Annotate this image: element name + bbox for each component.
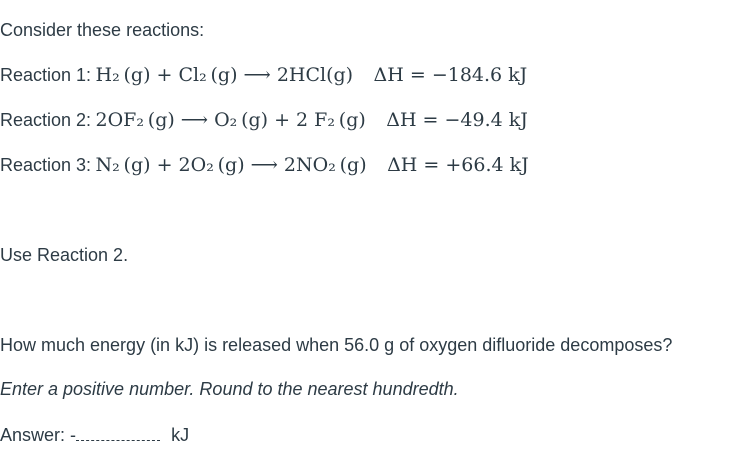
- reaction-2: [0, 109, 528, 131]
- reaction-2-equation: 2OF₂ (g) ⟶ O₂ (g) + 2 F₂ (g): [95, 109, 366, 131]
- reaction-1-enthalpy: ΔH = −184.6 kJ: [373, 64, 528, 86]
- reaction-3-equation: N₂ (g) + 2O₂ (g) ⟶ 2NO₂ (g): [95, 154, 367, 176]
- reaction-3-label: Reaction 3:: [0, 155, 92, 175]
- use-reaction-text: Use Reaction 2.: [0, 245, 129, 265]
- instruction-text: Enter a positive number. Round to the nearest hundredth.: [0, 379, 459, 399]
- question-text: How much energy (in kJ) is released when 56.0 g of oxygen difluoride decomposes?: [0, 335, 673, 355]
- answer-label: Answer:: [0, 425, 66, 445]
- reaction-1-equation: H₂ (g) + Cl₂ (g) ⟶ 2HCl(g): [95, 64, 354, 86]
- reaction-2-label: Reaction 2:: [0, 110, 92, 130]
- reaction-3-enthalpy: ΔH = +66.4 kJ: [387, 154, 529, 176]
- intro-text: Consider these reactions:: [0, 20, 205, 40]
- reaction-2-enthalpy: ΔH = −49.4 kJ: [386, 109, 528, 131]
- answer-sign: -: [70, 425, 77, 445]
- answer-unit: kJ: [171, 425, 190, 445]
- reaction-3: [0, 154, 529, 176]
- answer-row: [0, 425, 189, 446]
- answer-blank[interactable]: [76, 426, 160, 441]
- reaction-1: [0, 64, 527, 86]
- reaction-1-label: Reaction 1:: [0, 65, 92, 85]
